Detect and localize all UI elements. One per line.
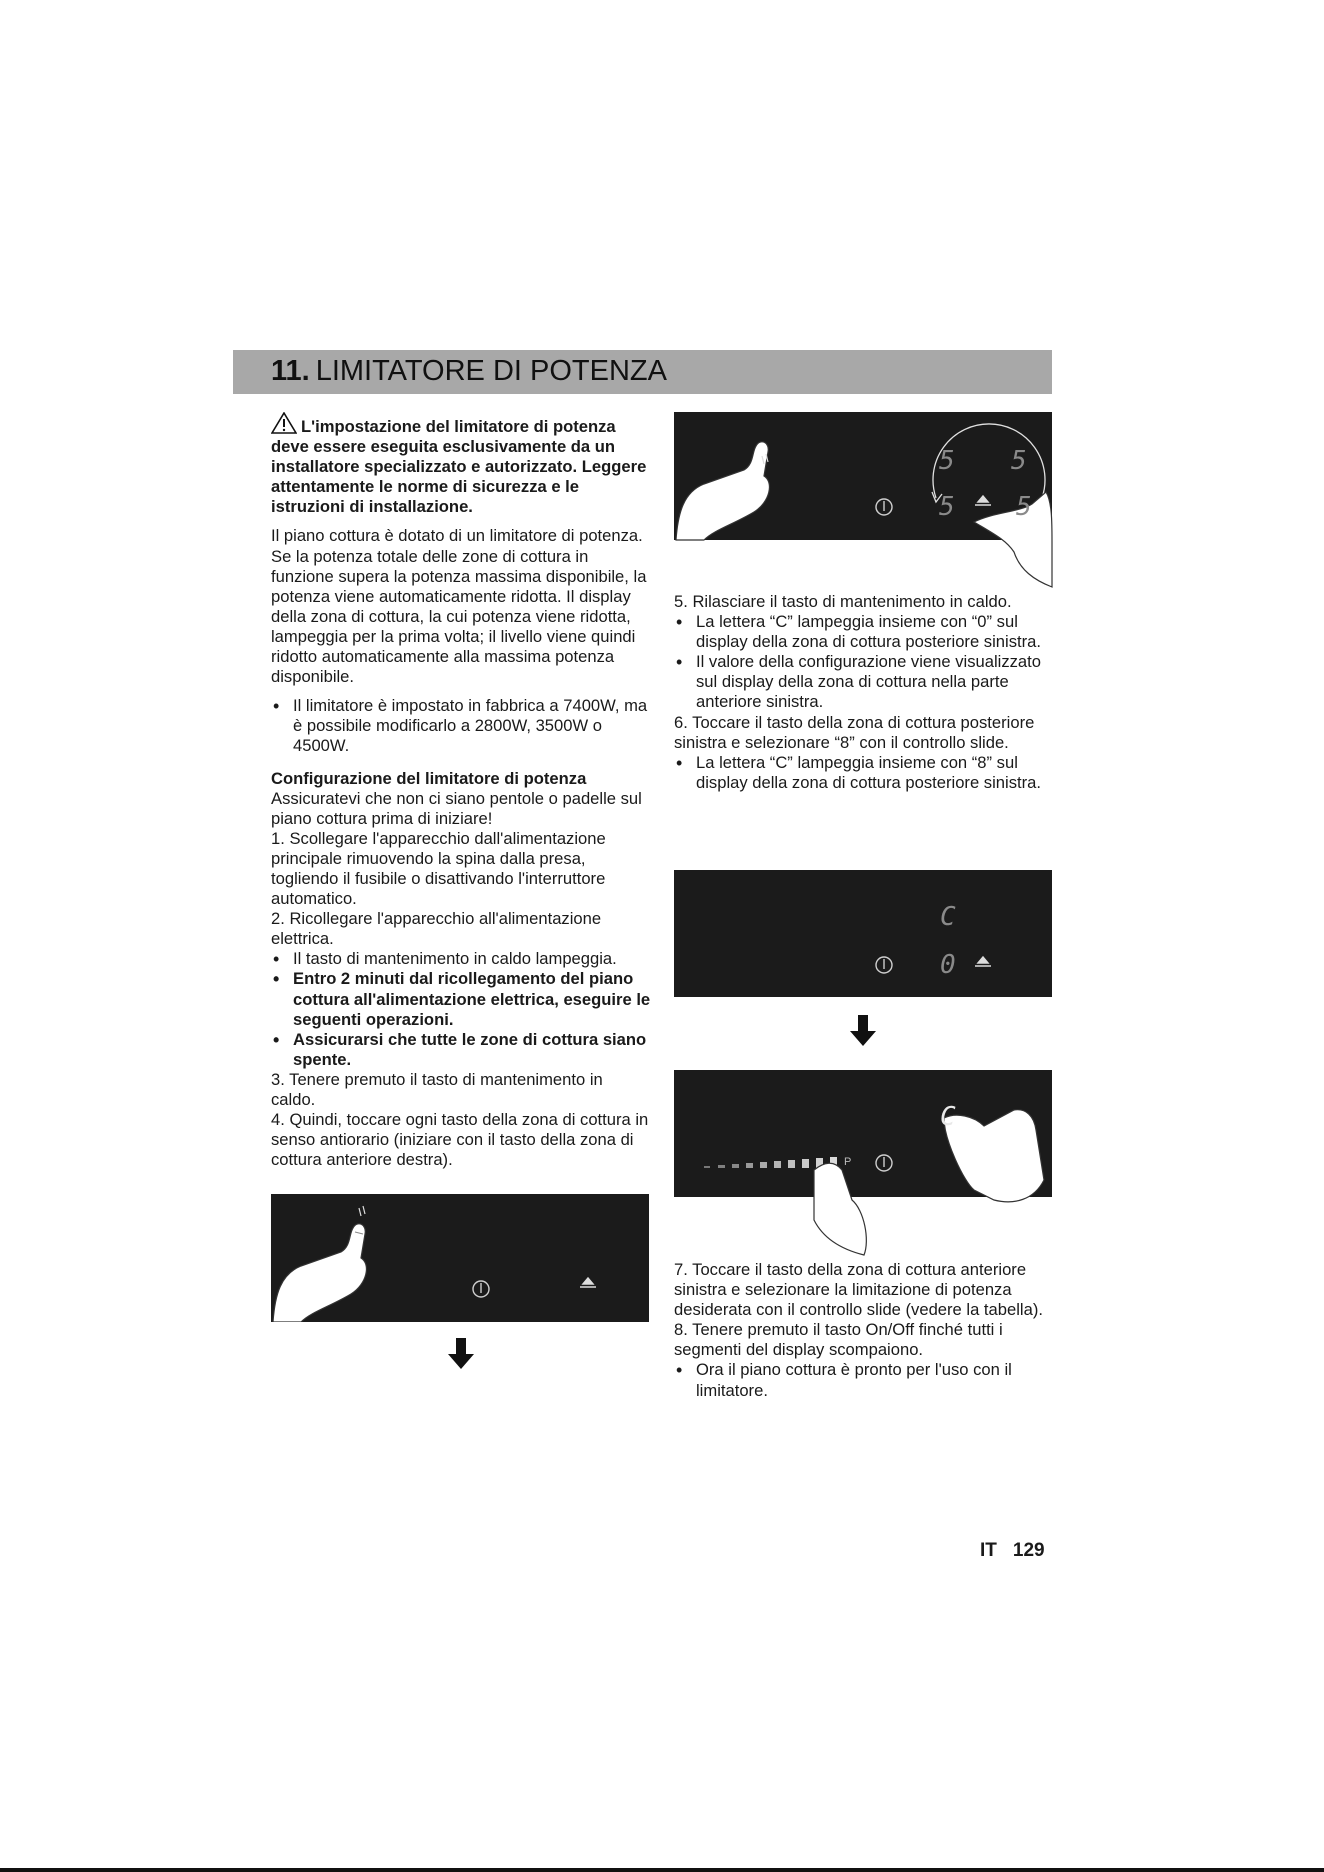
- display-front-right: 5: [1016, 492, 1032, 522]
- keep-warm-icon: [975, 496, 991, 505]
- slider-control: [704, 1157, 837, 1168]
- hob-panel-drawing: [674, 870, 1052, 997]
- list-item: • Il limitatore è impostato in fabbrica a 7400W, ma è possibile modificarlo a 2800W, 3500W o 4500W.: [271, 696, 651, 756]
- left-column: [271, 412, 651, 1170]
- display-rear-left: 5: [939, 446, 955, 476]
- section-title: [271, 355, 667, 388]
- warning-text: L'impostazione del limitatore di potenza deve essere eseguita esclusivamente da un installatore specializzato e autorizzato. Leggere attentamente le norme di sicurezza e le istruzioni di installazione.: [271, 417, 647, 517]
- display-front-left: 5: [939, 492, 955, 522]
- slider-p-label: P: [844, 1156, 852, 1168]
- hob-panel-drawing: [674, 1070, 1052, 1260]
- section-header: [233, 350, 1052, 394]
- step-1: 1. Scollegare l'apparecchio dall'alimentazione principale rimuovendo la spina dalla presa, togliendo il fusibile o disattivando l'interruttore automatico.: [271, 828, 606, 909]
- hob-panel-drawing: [674, 412, 1052, 590]
- step-4: 4. Quindi, toccare ogni tasto della zona di cottura in senso antiorario (iniziare con il tasto della zona di cottura anteriore destra).: [271, 1110, 649, 1170]
- step-7: 7. Toccare il tasto della zona di cottura anteriore sinistra e selezionare la limitazione di potenza desiderata con il controllo slide (vedere la tabella).: [674, 1260, 1043, 1320]
- touch-indicator-icon: [359, 1206, 365, 1216]
- list-item: • Ora il piano cottura è pronto per l'uso con il limitatore.: [674, 1360, 1054, 1400]
- hob-panel-c-0: [674, 870, 1052, 997]
- hand-icon: [974, 492, 1052, 587]
- step5-bullet-list: [674, 612, 1054, 712]
- intro-paragraph: Il piano cottura è dotato di un limitatore di potenza. Se la potenza totale delle zone di cottura in funzione supera la potenza massima disponibile, la potenza viene automaticamente ridotta. Il display della zona di cottura, la cui potenza viene ridotta, lampeggia per la prima volta; il livello viene quindi ridotto automaticamente alla massima potenza disponibile.: [271, 526, 647, 687]
- display-front-left: 0: [940, 950, 956, 980]
- config-note: Assicuratevi che non ci siano pentole o padelle sul piano cottura prima di iniziare!: [271, 788, 642, 828]
- right-column-top: [674, 592, 1054, 793]
- hob-panel-slider: [674, 1070, 1052, 1197]
- step-2: 2. Ricollegare l'apparecchio all'alimentazione elettrica.: [271, 909, 602, 949]
- config-heading: Configurazione del limitatore di potenza: [271, 768, 587, 788]
- step-3: 3. Tenere premuto il tasto di mantenimento in caldo.: [271, 1069, 603, 1109]
- hob-panel-sequence: [674, 412, 1052, 540]
- step-6: 6. Toccare il tasto della zona di cottura posteriore sinistra e selezionare “8” con il controllo slide.: [674, 712, 1035, 752]
- hand-icon: [814, 1163, 866, 1255]
- warning-paragraph: [271, 412, 651, 517]
- keep-warm-icon: [580, 1278, 596, 1287]
- display-rear-left: C: [940, 902, 956, 932]
- list-item: • Entro 2 minuti dal ricollegamento del piano cottura all'alimentazione elettrica, eseguire le seguenti operazioni.: [271, 969, 651, 1029]
- step2-bullet-list: [271, 949, 651, 1070]
- list-item: • Il tasto di mantenimento in caldo lampeggia.: [271, 949, 651, 969]
- list-item: • La lettera “C” lampeggia insieme con “8” sul display della zona di cottura posteriore sinistra.: [674, 753, 1054, 793]
- hand-icon: [944, 1110, 1044, 1202]
- section-title-text: LIMITATORE DI POTENZA: [315, 355, 667, 387]
- step8-bullet-list: [674, 1360, 1054, 1400]
- right-column-bottom: [674, 1260, 1054, 1401]
- list-item: • La lettera “C” lampeggia insieme con “0” sul display della zona di cottura posteriore sinistra.: [674, 612, 1054, 652]
- bottom-edge-line: [0, 1868, 1324, 1872]
- factory-bullet-list: [271, 696, 651, 756]
- arrow-down-icon: [849, 1015, 877, 1047]
- arrow-down-icon: [447, 1338, 475, 1370]
- list-item: • Assicurarsi che tutte le zone di cottura siano spente.: [271, 1030, 651, 1070]
- step-8: 8. Tenere premuto il tasto On/Off finché tutti i segmenti del display scompaiono.: [674, 1320, 1003, 1360]
- page-footer: [980, 1540, 1045, 1562]
- language-code: IT: [980, 1540, 997, 1561]
- hand-icon: [676, 442, 769, 540]
- section-number: 11.: [271, 355, 310, 387]
- display-rear-right: 5: [1011, 446, 1027, 476]
- display-rear-left: C: [940, 1102, 956, 1132]
- list-item: • Il valore della configurazione viene visualizzato sul display della zona di cottura nella parte anteriore sinistra.: [674, 652, 1054, 712]
- keep-warm-icon: [975, 957, 991, 966]
- step-5: 5. Rilasciare il tasto di mantenimento in caldo.: [674, 592, 1012, 611]
- page-number: 129: [1012, 1540, 1045, 1561]
- warning-triangle-icon: [271, 412, 297, 434]
- hob-panel-keep-warm: [271, 1194, 649, 1322]
- step6-bullet-list: [674, 753, 1054, 793]
- hob-panel-drawing: [271, 1194, 649, 1322]
- hand-icon: [273, 1224, 366, 1322]
